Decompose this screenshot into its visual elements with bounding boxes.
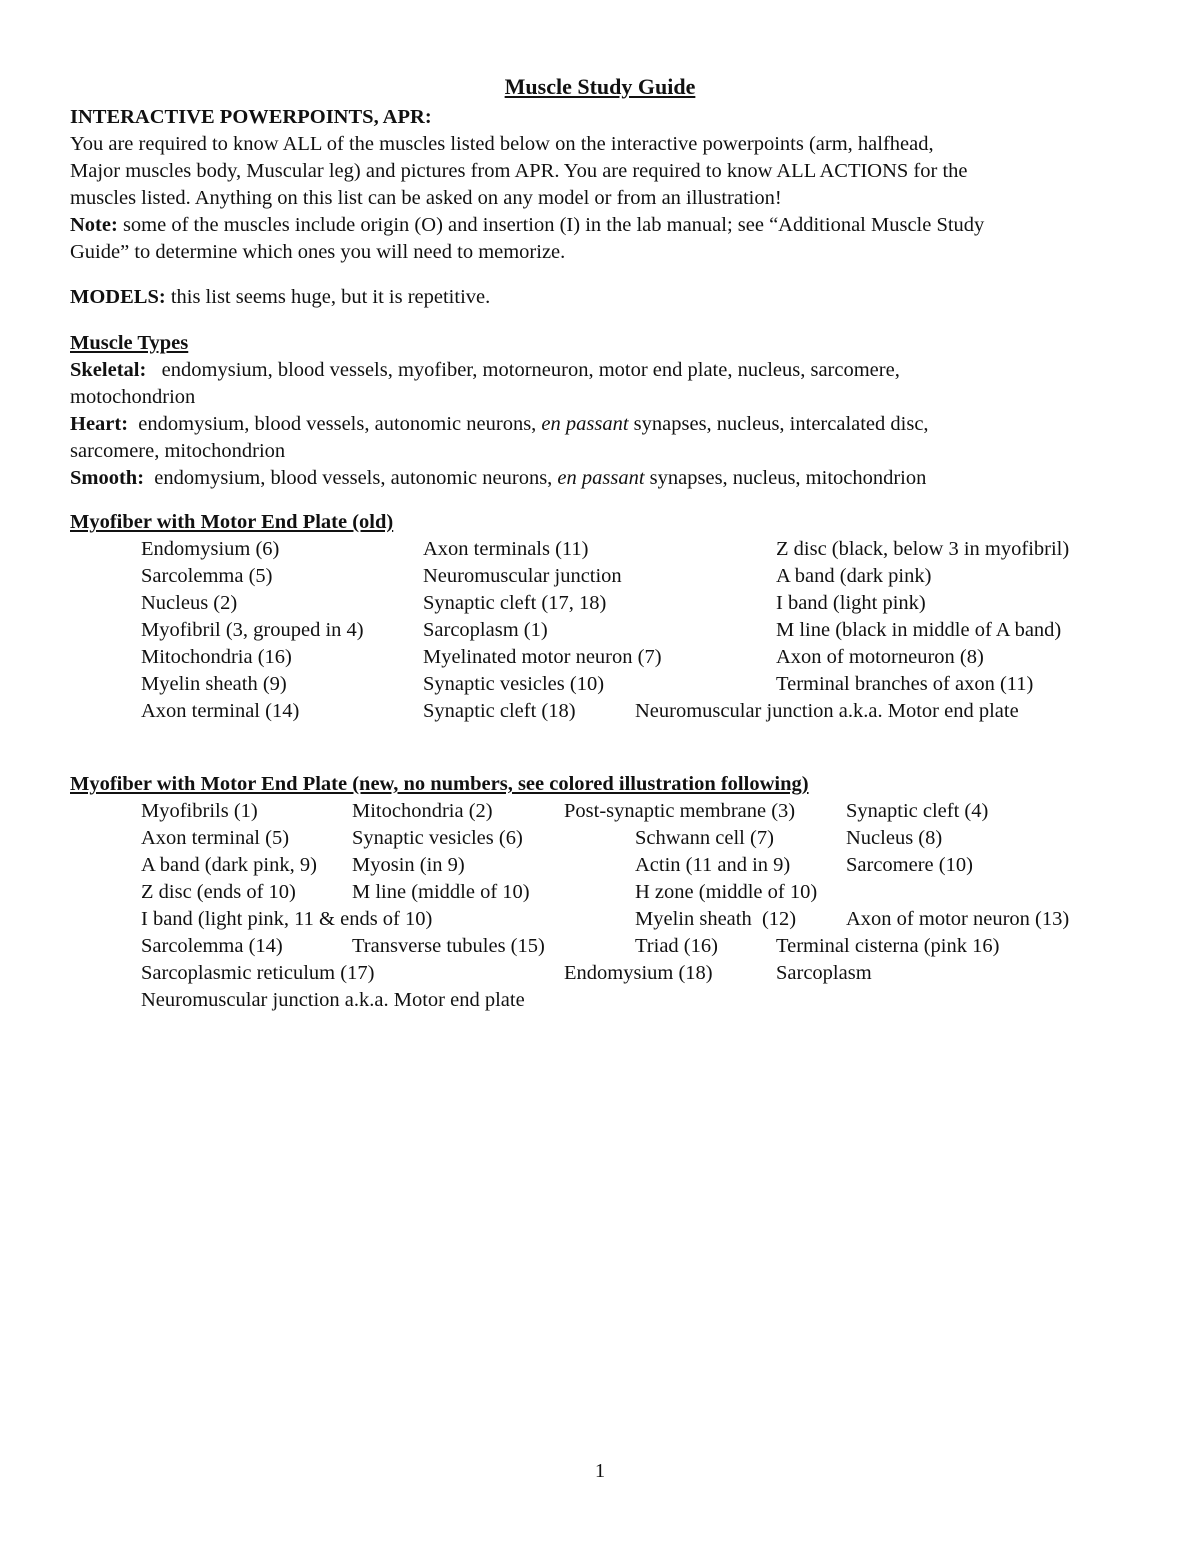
list-item: Schwann cell (7) [635, 827, 774, 849]
skeletal-line-2: motochondrion [70, 386, 196, 408]
new-section-heading: Myofiber with Motor End Plate (new, no numbers, see colored illustration following) [70, 773, 809, 795]
heart-label: Heart: [70, 413, 129, 435]
note-label: Note: [70, 214, 118, 236]
list-item: Axon of motorneuron (8) [776, 646, 984, 668]
list-item: Sarcomere (10) [846, 854, 973, 876]
smooth-line [70, 465, 1130, 492]
heart-text-pre: endomysium, blood vessels, autonomic neurons, [128, 413, 542, 435]
smooth-text-italic: en passant [557, 467, 645, 489]
list-item: Z disc (ends of 10) [141, 881, 296, 903]
list-item: Axon of motor neuron (13) [846, 908, 1070, 930]
skeletal-line-1 [70, 357, 1130, 384]
list-item: Sarcoplasm [776, 962, 872, 984]
list-item: Synaptic vesicles (10) [423, 673, 605, 695]
list-item: Terminal cisterna (pink 16) [776, 935, 1000, 957]
list-item: Z disc (black, below 3 in myofibril) [776, 538, 1070, 560]
list-item: Myelin sheath (9) [141, 673, 287, 695]
list-item: Nucleus (8) [846, 827, 943, 849]
list-item: Post-synaptic membrane (3) [564, 800, 796, 822]
heart-line-2: sarcomere, mitochondrion [70, 440, 286, 462]
heart-text-italic: en passant [541, 413, 629, 435]
list-item: Axon terminal (5) [141, 827, 290, 849]
intro-heading: INTERACTIVE POWERPOINTS, APR: [70, 106, 432, 128]
models-text: this list seems huge, but it is repetitive. [165, 286, 491, 308]
list-item: Nucleus (2) [141, 592, 238, 614]
list-item: Endomysium (18) [564, 962, 713, 984]
muscle-types-heading: Muscle Types [70, 332, 189, 354]
list-item: A band (dark pink) [776, 565, 932, 587]
intro-line-1: You are required to know ALL of the muscles listed below on the interactive powerpoints (arm, halfhead, [70, 133, 934, 155]
intro-line-3: muscles listed. Anything on this list can be asked on any model or from an illustration! [70, 187, 782, 209]
list-item: Myelinated motor neuron (7) [423, 646, 662, 668]
list-item: I band (light pink) [776, 592, 926, 614]
list-item: Sarcolemma (14) [141, 935, 283, 957]
list-item: Sarcolemma (5) [141, 565, 273, 587]
muscle-types-section [70, 330, 1130, 492]
page-number: 1 [594, 1460, 606, 1482]
heart-text-post: synapses, nucleus, intercalated disc, [628, 413, 929, 435]
list-item: M line (black in middle of A band) [776, 619, 1062, 641]
list-item: Myelin sheath (12) [635, 908, 797, 930]
intro-section [70, 104, 1130, 266]
list-item: Synaptic vesicles (6) [352, 827, 523, 849]
list-item: Neuromuscular junction a.k.a. Motor end plate [141, 989, 525, 1011]
list-item: Triad (16) [635, 935, 718, 957]
old-section-heading: Myofiber with Motor End Plate (old) [70, 511, 394, 533]
smooth-text-post: synapses, nucleus, mitochondrion [644, 467, 927, 489]
page-title: Muscle Study Guide [504, 74, 696, 99]
list-item: A band (dark pink, 9) [141, 854, 317, 876]
skeletal-text: endomysium, blood vessels, myofiber, motorneuron, motor end plate, nucleus, sarcomere, [146, 359, 900, 381]
smooth-text-pre: endomysium, blood vessels, autonomic neurons, [144, 467, 558, 489]
list-item: Myofibril (3, grouped in 4) [141, 619, 364, 641]
list-item: Synaptic cleft (17, 18) [423, 592, 607, 614]
list-item: M line (middle of 10) [352, 881, 530, 903]
models-line [70, 284, 1130, 311]
list-item: Mitochondria (16) [141, 646, 292, 668]
list-item: Myofibrils (1) [141, 800, 258, 822]
list-item: Terminal branches of axon (11) [776, 673, 1034, 695]
list-item: Synaptic cleft (4) [846, 800, 989, 822]
list-item: Actin (11 and in 9) [635, 854, 791, 876]
list-item: Axon terminal (14) [141, 700, 300, 722]
list-item: Synaptic cleft (18) [423, 700, 576, 722]
heart-line-1 [70, 411, 1130, 438]
list-item: Sarcoplasm (1) [423, 619, 548, 641]
models-label: MODELS: [70, 286, 166, 308]
note-line-1 [70, 212, 1130, 239]
list-item: Neuromuscular junction [423, 565, 622, 587]
smooth-label: Smooth: [70, 467, 145, 489]
note-text-1: some of the muscles include origin (O) and insertion (I) in the lab manual; see “Additional Muscle Study [117, 214, 985, 236]
list-item: Endomysium (6) [141, 538, 280, 560]
list-item: Myosin (in 9) [352, 854, 465, 876]
skeletal-label: Skeletal: [70, 359, 147, 381]
list-item: I band (light pink, 11 & ends of 10) [141, 908, 433, 930]
list-item: Sarcoplasmic reticulum (17) [141, 962, 375, 984]
list-item: Mitochondria (2) [352, 800, 493, 822]
list-item: H zone (middle of 10) [635, 881, 818, 903]
intro-line-2: Major muscles body, Muscular leg) and pictures from APR. You are required to know ALL ACTIONS for the [70, 160, 968, 182]
list-item: Neuromuscular junction a.k.a. Motor end plate [635, 700, 1019, 722]
list-item: Transverse tubules (15) [352, 935, 545, 957]
list-item: Axon terminals (11) [423, 538, 589, 560]
note-line-2: Guide” to determine which ones you will need to memorize. [70, 241, 566, 263]
